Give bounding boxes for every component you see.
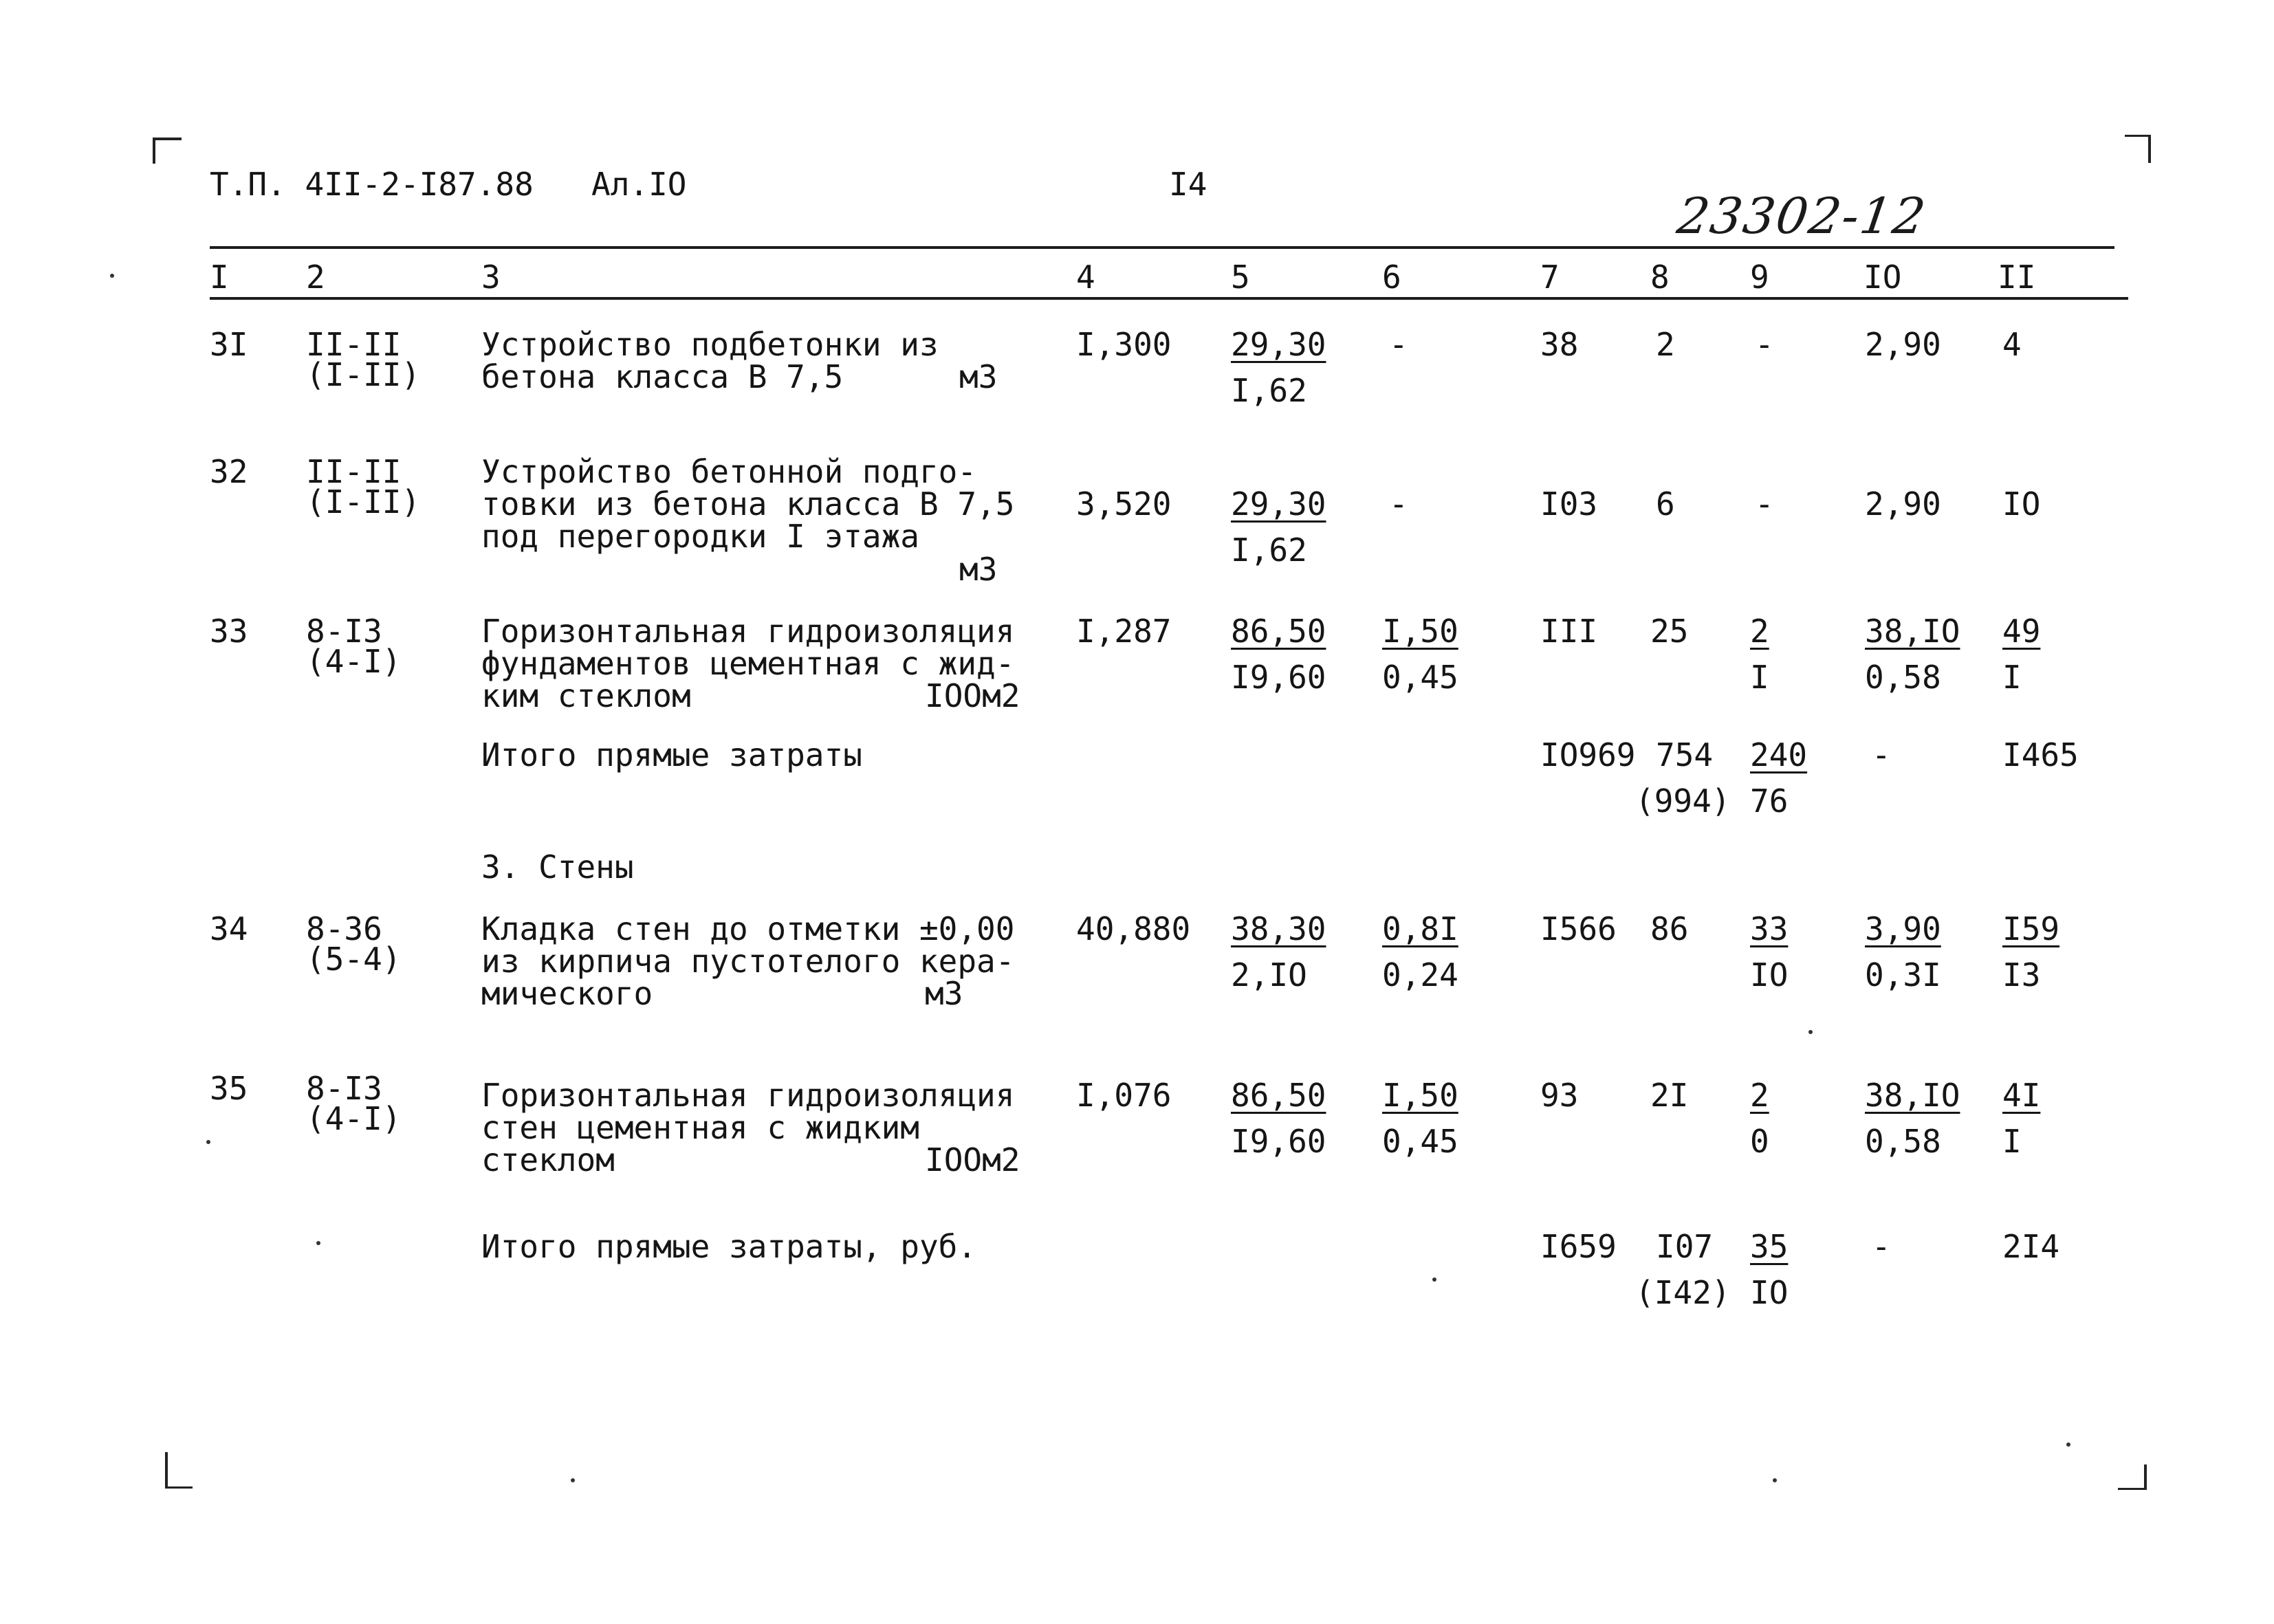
col7-value: III bbox=[1540, 613, 1598, 650]
col9-value-lower: I bbox=[1750, 659, 1769, 696]
work-description-line: Кладка стен до отметки ±0,00 bbox=[481, 910, 1015, 947]
column-header-11: II bbox=[1998, 259, 2036, 296]
norm-code: 8-I3 bbox=[306, 1070, 382, 1107]
work-description-line: Горизонтальная гидроизоляция bbox=[481, 1077, 1015, 1114]
unit-cost-wages: 2,IO bbox=[1231, 956, 1307, 994]
quantity: I,300 bbox=[1076, 326, 1172, 363]
corner-mark-top-right bbox=[2125, 135, 2151, 163]
section-heading-walls: 3. Стены bbox=[481, 848, 634, 886]
corner-mark-bottom-left bbox=[165, 1452, 193, 1489]
unit-cost: 29,30 bbox=[1231, 485, 1326, 523]
col11-value-lower: I3 bbox=[2002, 956, 2041, 994]
col9-value-lower: IO bbox=[1750, 1274, 1789, 1311]
column-header-1: I bbox=[210, 259, 229, 296]
unit-of-measure: м3 bbox=[959, 358, 998, 395]
col10-value: 38,IO bbox=[1865, 1077, 1960, 1114]
col11-value-lower: I bbox=[2002, 659, 2022, 696]
col9-value-lower: 0 bbox=[1750, 1123, 1769, 1160]
scan-speck bbox=[1773, 1478, 1777, 1482]
col11-value: I59 bbox=[2002, 910, 2060, 947]
unit-of-measure: м3 bbox=[925, 975, 963, 1012]
subtotal-label: Итого прямые затраты bbox=[481, 736, 862, 773]
work-description-line: фундаментов цементная с жид- bbox=[481, 645, 1015, 682]
unit-cost-wages: I9,60 bbox=[1231, 1123, 1326, 1160]
col11-value: IO bbox=[2002, 485, 2041, 523]
scan-speck bbox=[571, 1478, 575, 1482]
column-header-2: 2 bbox=[306, 259, 325, 296]
scan-speck bbox=[110, 274, 114, 278]
norm-code: 8-I3 bbox=[306, 613, 382, 650]
col6-value: I,50 bbox=[1382, 1077, 1458, 1114]
quantity: I,287 bbox=[1076, 613, 1172, 650]
norm-code-alt: (4-I) bbox=[306, 1100, 402, 1137]
col6-value-lower: 0,24 bbox=[1382, 956, 1458, 994]
norm-code: 8-36 bbox=[306, 910, 382, 947]
quantity: I,076 bbox=[1076, 1077, 1172, 1114]
work-description-line: ким стеклом bbox=[481, 677, 691, 714]
work-description-line: из кирпича пустотелого кера- bbox=[481, 943, 1015, 980]
col9-value: - bbox=[1755, 485, 1774, 523]
col10-value: - bbox=[1872, 1228, 1891, 1265]
col9-value: 2 bbox=[1750, 613, 1769, 650]
table-header-rule bbox=[210, 297, 2128, 300]
unit-of-measure: IOOм2 bbox=[925, 677, 1020, 714]
col7-value: I659 bbox=[1540, 1228, 1617, 1265]
col10-value: 2,90 bbox=[1865, 326, 1941, 363]
quantity: 3,520 bbox=[1076, 485, 1172, 523]
col6-value: - bbox=[1389, 485, 1408, 523]
col9-value-lower: IO bbox=[1750, 956, 1789, 994]
col11-value: 4 bbox=[2002, 326, 2022, 363]
col7-value: I566 bbox=[1540, 910, 1617, 947]
row-number: 35 bbox=[210, 1070, 248, 1107]
column-header-7: 7 bbox=[1540, 259, 1560, 296]
column-header-8: 8 bbox=[1650, 259, 1670, 296]
work-description-line: мического bbox=[481, 975, 653, 1012]
row-number: 33 bbox=[210, 613, 248, 650]
unit-cost-wages: I9,60 bbox=[1231, 659, 1326, 696]
col9-value: 35 bbox=[1750, 1228, 1789, 1265]
work-description-line: стеклом bbox=[481, 1141, 615, 1178]
col10-value-lower: 0,3I bbox=[1865, 956, 1941, 994]
col10-value-lower: 0,58 bbox=[1865, 659, 1941, 696]
col8-value: 86 bbox=[1650, 910, 1689, 947]
column-header-5: 5 bbox=[1231, 259, 1250, 296]
column-header-6: 6 bbox=[1382, 259, 1401, 296]
column-header-4: 4 bbox=[1076, 259, 1095, 296]
unit-cost: 38,30 bbox=[1231, 910, 1326, 947]
col10-value: 2,90 bbox=[1865, 485, 1941, 523]
col11-value: 49 bbox=[2002, 613, 2041, 650]
col8-value-lower: (994) bbox=[1635, 782, 1731, 820]
col10-value-lower: 0,58 bbox=[1865, 1123, 1941, 1160]
row-number: 3I bbox=[210, 326, 248, 363]
col8-value-lower: (I42) bbox=[1635, 1274, 1731, 1311]
scan-speck bbox=[316, 1241, 320, 1245]
norm-code-alt: (5-4) bbox=[306, 941, 402, 978]
col7-value: 93 bbox=[1540, 1077, 1579, 1114]
col11-value: 2I4 bbox=[2002, 1228, 2060, 1265]
work-description-line: под перегородки I этажа bbox=[481, 518, 919, 555]
album-number: Ал.IO bbox=[591, 166, 687, 203]
column-header-3: 3 bbox=[481, 259, 501, 296]
corner-mark-top-left bbox=[153, 138, 182, 164]
scan-speck bbox=[1808, 1030, 1813, 1034]
col9-value: 2 bbox=[1750, 1077, 1769, 1114]
unit-cost-wages: I,62 bbox=[1231, 531, 1307, 569]
work-description-line: стен цементная с жидким bbox=[481, 1109, 919, 1146]
col11-value: 4I bbox=[2002, 1077, 2041, 1114]
unit-of-measure: IOOм2 bbox=[925, 1141, 1020, 1178]
col6-value: 0,8I bbox=[1382, 910, 1458, 947]
col8-value: 2I bbox=[1650, 1077, 1689, 1114]
unit-cost: 86,50 bbox=[1231, 613, 1326, 650]
col8-value: 25 bbox=[1650, 613, 1689, 650]
col8-value: 6 bbox=[1656, 485, 1675, 523]
norm-code: II-II bbox=[306, 326, 402, 363]
work-description-line: бетона класса В 7,5 bbox=[481, 358, 844, 395]
unit-cost: 86,50 bbox=[1231, 1077, 1326, 1114]
scan-speck bbox=[1432, 1277, 1436, 1282]
col8-value: I07 bbox=[1656, 1228, 1714, 1265]
col9-value: - bbox=[1755, 326, 1774, 363]
column-header-9: 9 bbox=[1750, 259, 1769, 296]
col6-value: I,50 bbox=[1382, 613, 1458, 650]
col11-value: I465 bbox=[2002, 736, 2079, 773]
corner-mark-bottom-right bbox=[2118, 1464, 2147, 1490]
norm-code-alt: (I-II) bbox=[306, 483, 421, 520]
col9-value: 33 bbox=[1750, 910, 1789, 947]
col7-value: IO969 bbox=[1540, 736, 1636, 773]
page-number: I4 bbox=[1169, 166, 1207, 203]
handwritten-stamp-number: 23302-12 bbox=[1674, 187, 1930, 245]
col9-value-lower: 76 bbox=[1750, 782, 1789, 820]
col10-value: 3,90 bbox=[1865, 910, 1941, 947]
work-description-line: Горизонтальная гидроизоляция bbox=[481, 613, 1015, 650]
column-header-10: IO bbox=[1863, 259, 1902, 296]
col9-value: 240 bbox=[1750, 736, 1808, 773]
unit-cost: 29,30 bbox=[1231, 326, 1326, 363]
col7-value: 38 bbox=[1540, 326, 1579, 363]
norm-code: II-II bbox=[306, 453, 402, 490]
col10-value: 38,IO bbox=[1865, 613, 1960, 650]
col8-value: 754 bbox=[1656, 736, 1714, 773]
norm-code-alt: (I-II) bbox=[306, 356, 421, 393]
document-code: Т.П. 4II-2-I87.88 bbox=[210, 166, 534, 203]
subtotal-label: Итого прямые затраты, руб. bbox=[481, 1228, 977, 1265]
col10-value: - bbox=[1872, 736, 1891, 773]
unit-of-measure: м3 bbox=[959, 551, 998, 588]
col6-value-lower: 0,45 bbox=[1382, 659, 1458, 696]
work-description-line: Устройство бетонной подго- bbox=[481, 453, 977, 490]
col8-value: 2 bbox=[1656, 326, 1675, 363]
work-description-line: товки из бетона класса В 7,5 bbox=[481, 485, 1015, 523]
quantity: 40,880 bbox=[1076, 910, 1191, 947]
work-description-line: Устройство подбетонки из bbox=[481, 326, 939, 363]
scan-speck bbox=[206, 1140, 210, 1144]
col7-value: I03 bbox=[1540, 485, 1598, 523]
norm-code-alt: (4-I) bbox=[306, 643, 402, 680]
col11-value-lower: I bbox=[2002, 1123, 2022, 1160]
table-top-rule bbox=[210, 246, 2114, 249]
col6-value: - bbox=[1389, 326, 1408, 363]
row-number: 32 bbox=[210, 453, 248, 490]
col6-value-lower: 0,45 bbox=[1382, 1123, 1458, 1160]
scan-speck bbox=[2066, 1442, 2070, 1447]
unit-cost-wages: I,62 bbox=[1231, 372, 1307, 409]
row-number: 34 bbox=[210, 910, 248, 947]
